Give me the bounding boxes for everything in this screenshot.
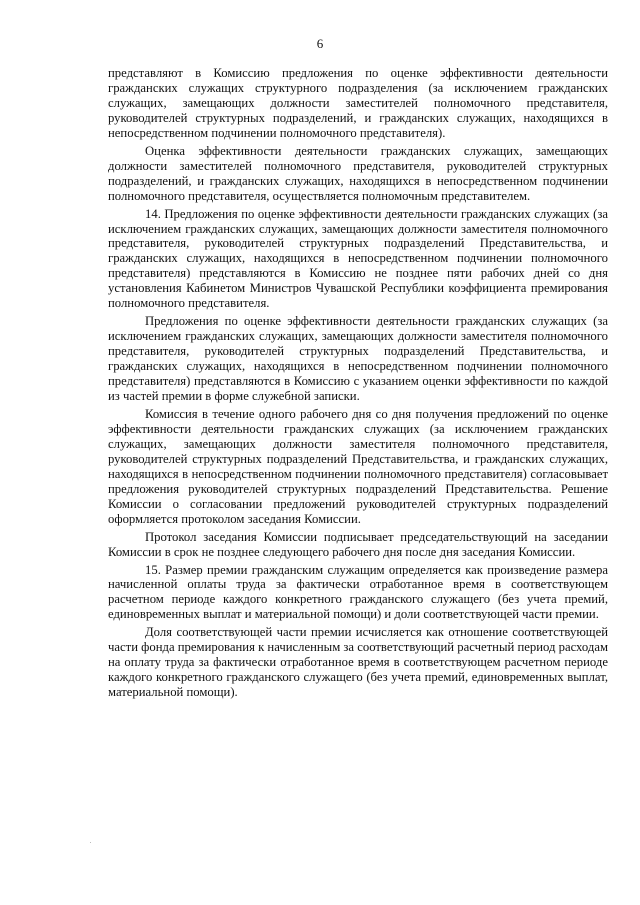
document-body: [108, 66, 608, 703]
paragraph-protocol-signing: Протокол заседания Комиссии подписывает председательствующий на заседании Комиссии в срок не позднее следующего рабочего дня после дня заседания Комиссии.: [108, 529, 608, 559]
paragraph-premium-share: Доля соответствующей части премии исчисляется как отношение соответствующей части фонда премирования к начисленным за соответствующий расчетный период расходам на оплату труда за фактически отработанное время в соответствующем расчетном периоде каждого конкретного гражданского служащего (без учета премий, единовременных выплат, материальной помощи).: [108, 625, 608, 700]
paragraph-item-15: 15. Размер премии гражданским служащим определяется как произведение размера начисленной оплаты труда за фактически отработанное время в соответствующем расчетном периоде каждого конкретного гражданского служащего (без учета премий, единовременных выплат и материальной помощи) и доли соответствующей части премии.: [108, 562, 608, 622]
paragraph-item-14: 14. Предложения по оценке эффективности деятельности гражданских служащих (за исключением гражданских служащих, замещающих должности заместителя полномочного представителя, руководителей структурных подразделений Представительства, и гражданских служащих, находящихся в непосредственном подчинении полномочного представителя) представляются в Комиссию не позднее пяти рабочих дней со дня установления Кабинетом Министров Чувашской Республики коэффициента премирования полномочного представителя.: [108, 206, 608, 311]
paragraph-continuation: представляют в Комиссию предложения по оценке эффективности деятельности гражданских служащих структурного подразделения (за исключением гражданских служащих, замещающих должности заместителей полномочного представителя, руководителей структурных подразделений, и гражданских служащих, находящихся в непосредственном подчинении полномочного представителя).: [108, 66, 608, 140]
paragraph-commission-approval: Комиссия в течение одного рабочего дня со дня получения предложений по оценке эффективности деятельности гражданских служащих (за исключением гражданских служащих, замещающих должности заместителя полномочного представителя, руководителей структурных подразделений Представительства, и гражданских служащих, находящихся в непосредственном подчинении полномочного представителя) согласовывает предложения руководителей структурных подразделений Представительства. Решение Комиссии о согласовании предложений руководителей структурных подразделений оформляется протоколом заседания Комиссии.: [108, 406, 608, 526]
paragraph-proposals-memo: Предложения по оценке эффективности деятельности гражданских служащих (за исключением гражданских служащих, замещающих должности заместителя полномочного представителя, руководителей структурных подразделений Представительства, и гражданских служащих, находящихся в непосредственном подчинении полномочного представителя) представляются в Комиссию с указанием оценки эффективности по каждой из частей премии в форме служебной записки.: [108, 314, 608, 404]
page-number: 6: [316, 36, 324, 51]
scan-artifact: [90, 842, 91, 843]
paragraph-efficiency-assessment: Оценка эффективности деятельности гражданских служащих, замещающих должности заместителей полномочного представителя, руководителей структурных подразделений, и гражданских служащих, находящихся в непосредственном подчинении полномочного представителя, осуществляется полномочным представителем.: [108, 143, 608, 203]
